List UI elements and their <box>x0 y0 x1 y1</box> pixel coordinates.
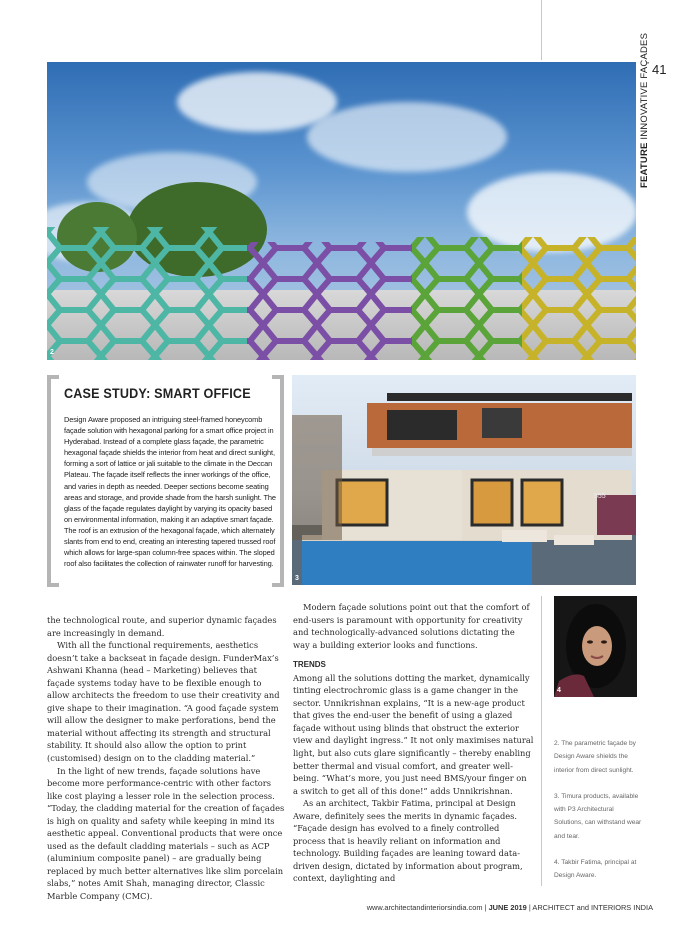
section-label-bold: FEATURE <box>639 142 650 188</box>
figure-number-3: 3 <box>295 575 299 582</box>
trends-heading: TRENDS <box>293 660 326 670</box>
house-plate-number: 555 <box>594 493 606 500</box>
caption-4: 4. Takbir Fatima, principal at Design Aware. <box>554 859 637 880</box>
modern-house-photo <box>292 375 636 585</box>
section-label <box>639 32 651 188</box>
body-column-1 <box>47 614 285 903</box>
col2-paragraph-2: Among all the solutions dotting the market, dynamically tinting electrochromic glass is a game changer in the sector. Unnikrishnan explains, “It is a new-age product that gives the end-user the benefit of using a glazed façade without using blinds that obstruct the exterior view and daylight ingress.” It not only maximises natural light, but also cuts glare significantly – thereby enabling better thermal and visual comfort, and greater well-being. “What’s more, you just need BMS/your finger on a switch to get all of this done!” adds Unnikrishnan. <box>293 672 534 796</box>
footer-issue: JUNE 2019 <box>488 903 527 912</box>
body-column-2 <box>293 601 534 885</box>
footer-magazine: | ARCHITECT and INTERIORS INDIA <box>526 903 653 912</box>
col1-paragraph-3: In the light of new trends, façade solutions have become more performance-centric with other factors like cost playing a lesser role in the selection process. “Today, the cladding material for the creation of façades is high on quality and safety while keeping in mind its aesthetic appeal. Conventional products that were once used as the default cladding materials – such as ACP (aluminium composite panel) – are gradually being replaced by much better alternatives like slim porcelain slabs,” notes Amit Shah, managing director, Classic Marble Company (CMC). <box>47 765 285 902</box>
takbir-fatima-portrait <box>554 596 637 697</box>
figure-captions <box>554 737 642 896</box>
col2-paragraph-1: Modern façade solutions point out that the comfort of end-users is paramount with opportunity for creativity and technologically-advanced solutions dictating the way a building exterior looks and functions. <box>293 602 530 650</box>
case-study-title: CASE STUDY: SMART OFFICE <box>64 385 251 401</box>
page-footer <box>367 903 653 912</box>
caption-2: 2. The parametric façade by Design Aware shields the interior from direct sunlight. <box>554 740 636 774</box>
col2-paragraph-3: As an architect, Takbir Fatima, principal at Design Aware, definitely sees the merits in dynamic façades. “Façade design has evolved to a finely controlled process that is heavily reliant on information and technology. Building façades are leaning toward data-driven design, dictated by information about program, context, daylighting and <box>293 798 523 884</box>
hexagonal-facade-photo <box>47 62 636 360</box>
col1-paragraph-1: the technological route, and superior dynamic façades are increasingly in demand. <box>47 615 277 638</box>
section-label-rest: INNOVATIVE FAÇADES <box>639 32 650 143</box>
col1-paragraph-2: With all the functional requirements, aesthetics doesn’t take a backseat in façade design. FunderMax’s Ashwani Khanna (head – Marketing) believes that façade systems today have to be flexible enough to allow architects the freedom to use their creativity and give shape to their imagination. “A good façade system will allow the designer to make perforations, bend the material without affecting its strength and structural stability. It should also allow the option to print (customised) design on to the cladding material.” <box>47 640 280 764</box>
margin-rule-right-lower <box>541 596 542 886</box>
figure-number-2: 2 <box>50 349 54 356</box>
margin-rule-right <box>541 0 542 60</box>
case-study-body: Design Aware proposed an intriguing steel-framed honeycomb façade solution with hexagonal parking for a smart office project in Hyderabad. Instead of a complete glass façade, the parametric hexagonal façade shields the interior from heat and direct sunlight, forming a sort of lattice or jali suitable to the climate in the Deccan Plateau. The façade itself reflects the inner workings of the office, and varies in depth as needed. Deeper sections become seating areas and storage, and provide shade from the harsh sunlight. The glass of the façade regulates daylight by varying its opacity based on environmental information, making it an adaptive smart façade. The roof is an extrusion of the hexagonal façade, which alternately slants from end to end, creating an interesting tapered trussed roof which allows for large-span column-free spaces within. The sloped roof also facilitates the collection of rainwater runoff for harvesting. <box>64 415 276 569</box>
figure-number-4: 4 <box>557 687 561 694</box>
footer-url: www.architectandinteriorsindia.com | <box>366 903 489 912</box>
caption-3: 3. Timura products, available with P3 Architectural Solutions, can withstand wear and tear. <box>554 792 642 840</box>
case-study-box <box>47 375 284 587</box>
page-number: 41 <box>652 62 667 77</box>
hexagon-grid <box>47 62 636 360</box>
